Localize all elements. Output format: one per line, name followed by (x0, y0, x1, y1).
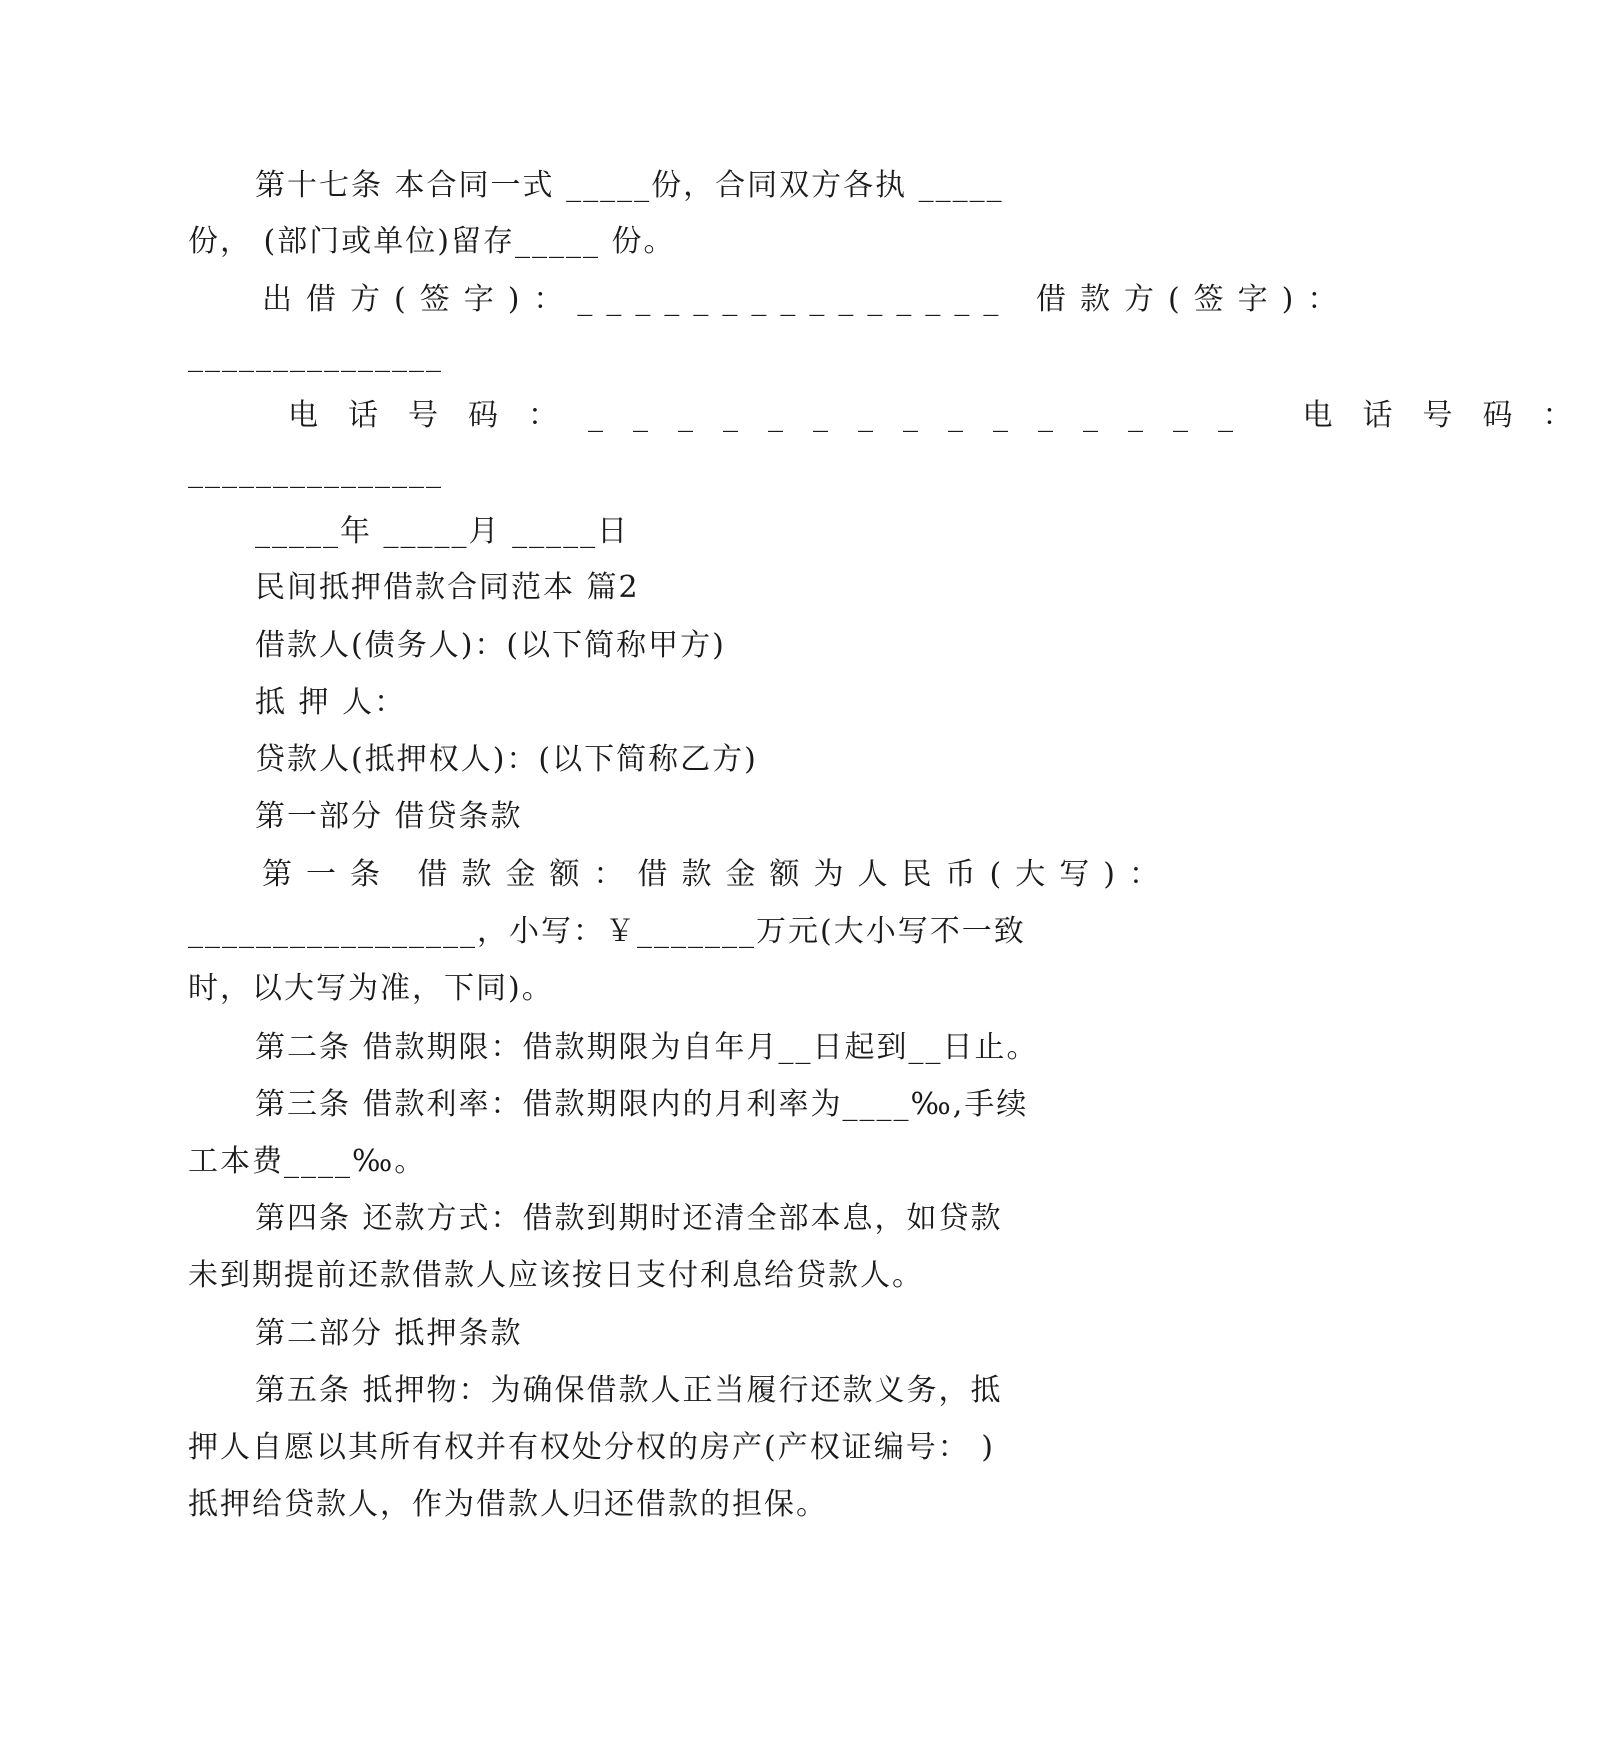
part-2-heading: 第二部分 抵押条款 (255, 1316, 523, 1351)
borrower-line: 借款人(债务人)：(以下简称甲方) (255, 628, 726, 663)
section-title: 民间抵押借款合同范本 篇2 (255, 570, 640, 605)
clause-3-line-1: 第三条 借款利率：借款期限内的月利率为____‰,手续 (255, 1087, 1029, 1122)
signature-lender-borrower: 出借方(签字)：_______________ 借款方(签字)： (262, 282, 1352, 317)
date-line: _____年 _____月 _____日 (255, 514, 630, 549)
signature-blank: _______________ (188, 338, 443, 373)
lender-line: 贷款人(抵押权人)：(以下简称乙方) (255, 742, 758, 777)
clause-17-line-1: 第十七条 本合同一式 _____份，合同双方各执 _____ (255, 168, 1004, 203)
clause-5-line-1: 第五条 抵押物：为确保借款人正当履行还款义务，抵 (255, 1373, 1003, 1408)
clause-1-line-3: 时，以大写为准，下同)。 (188, 971, 554, 1006)
clause-1-line-2: _________________，小写：￥_______万元(大小写不一致 (188, 914, 1026, 949)
clause-3-line-2: 工本费____‰。 (188, 1144, 427, 1179)
mortgagor-line: 抵 押 人： (255, 685, 407, 720)
clause-5-line-2: 押人自愿以其所有权并有权处分权的房产(产权证编号： ) (188, 1430, 995, 1465)
phone-number-line: 电话号码：_______________ 电话号码： (288, 398, 1603, 433)
clause-17-line-2: 份， (部门或单位)留存_____ 份。 (188, 224, 676, 259)
part-1-heading: 第一部分 借贷条款 (255, 799, 523, 834)
clause-5-line-3: 抵押给贷款人，作为借款人归还借款的担保。 (188, 1487, 828, 1522)
clause-2-line: 第二条 借款期限：借款期限为自年月__日起到__日止。 (255, 1030, 1039, 1065)
phone-number-blank: _______________ (188, 454, 443, 489)
clause-4-line-1: 第四条 还款方式：借款到期时还清全部本息，如贷款 (255, 1201, 1003, 1236)
clause-1-line-1: 第一条 借款金额：借款金额为人民币(大写)： (262, 857, 1173, 892)
clause-4-line-2: 未到期提前还款借款人应该按日支付利息给贷款人。 (188, 1258, 924, 1293)
